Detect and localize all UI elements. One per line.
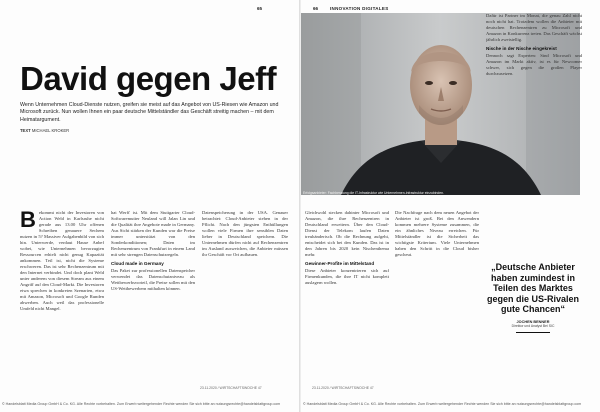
column-2-text: hat Werft' ist. Mit dem Stuttgarter Cloud-Softwaremutter Neuland will Jalan Lin und die Qualität ihre Angebote made in Germany. Aus Sicht stärken der Kunden war die Preise immer unterstützt von den Sonderkonditionen; Daten im Rechenzentrum von Frankfurt in einem Land mit sehr strengen Datenschutzregeln. <box>111 210 195 257</box>
article-column-3 <box>202 210 288 380</box>
pull-quote-author: JOCHEN BENNER <box>516 319 550 324</box>
article-column-2 <box>111 210 195 380</box>
byline-author: MICHAEL KROKER <box>31 128 70 133</box>
article-column-5 <box>395 210 479 380</box>
byline-label: TEXT <box>20 128 31 133</box>
copyright-notice-left: © Handelsblatt Media Group GmbH & Co. KG. Alle Rechte vorbehalten. Zum Erwerb weitergehender Rechte wenden Sie sich bitte an nutzungsrechte@handelsblattgroup.com <box>2 402 281 406</box>
section-label: INNOVATION DIGITALES <box>330 6 389 11</box>
drop-cap: B <box>20 210 36 232</box>
column-6b-text: Dennoch sagt Experten: Sind Microsoft und Amazon im Markt aktiv, ist es für Newcomer schwer, sich gegen die großen Player durchzusetzen. <box>486 53 582 76</box>
article-headline: David gegen Jeff <box>20 60 277 97</box>
footer-right: 23.11.2020 / WIRTSCHAFTSWOCHE 47 <box>312 386 374 390</box>
subheading-cloud: Cloud made in Germany <box>111 261 164 266</box>
article-lead: Wenn Unternehmen Cloud-Dienste nutzen, greifen sie meist auf das Angebot von US-Riesen wie Amazon und Microsoft zurück. Nun wollen Ihnen ein paar deutsche Mittelständler das Geschäft streitig machen – mit dem Heimatargument. <box>20 102 279 123</box>
subheading-nische: Nische in der Nische eingekreist <box>486 46 557 51</box>
subheading-gewinner: Gewinner-Profite im Mittelstand <box>305 261 375 266</box>
column-4-text: Gleichwohl stecken dahinter Microsoft und Amazon, die ihre Rechenzentren in Deutschland erweitern. Über den Cloud-Dienst der Telekom laufen Daten treuhänderisch. Ob die Rechnung aufgeht, entscheidet sich bei den Kunden. Das ist in den Jahren bis 2020 kein Nischenthema mehr. <box>305 210 389 257</box>
column-5-text: Die Nachfrage nach dem neuen Angebot der Anbieter ist groß. Bei den Anwendern kommen mehrere Systeme zusammen, die ein ähnliches Niveau erreichen. Für Mittelständler ist die Sicherheit das wichtigste Kriterium. Viele Unternehmen haben den Schritt in die Cloud bisher gescheut. <box>395 210 479 257</box>
column-4b-text: Diese Anbieter konzentrieren sich auf Firmenkunden, die ihre IT nicht komplett auslagern wollen. <box>305 268 389 285</box>
page-number-right: 66 <box>313 6 319 11</box>
copyright-notice-right: © Handelsblatt Media Group GmbH & Co. KG. Alle Rechte vorbehalten. Zum Erwerb weitergehender Rechte wenden Sie sich bitte an nutzungsrechte@handelsblattgroup.com <box>303 402 582 406</box>
pull-quote-role: Direktor und Analyst Bei SIC <box>511 323 555 328</box>
footer-left: 23.11.2020 / WIRTSCHAFTSWOCHE 47 <box>200 386 262 390</box>
page-number-left: 65 <box>257 6 263 11</box>
pull-quote-text: „Deutsche Anbieter haben zumindest in Teilen des Marktes gegen die US-Rivalen gute Chancen“ <box>486 262 580 314</box>
article-column-6 <box>486 13 582 253</box>
pull-quote <box>485 262 581 333</box>
article-column-1 <box>20 210 104 380</box>
byline <box>20 128 69 133</box>
column-6-text: Dafür ist Partner im Monat, die genau Zahl nicht noch nicht hat. Trotzdem wollen die Anbieter mit deutschen Rechenzentren zu Microsoft und Amazon in Konkurrenz treten. Das Geschäft wächst jährlich zweistellig. <box>486 13 582 42</box>
photo-caption: Erfolgsanbieter: Fachberatung die IT-Infrastruktur wie Unternehmen-Infrastruktur einzubinden. <box>303 191 444 195</box>
article-column-4 <box>305 210 389 380</box>
column-3-text: Datenspeicherung in der USA. Genauer betrachtet: Cloud-Anbieter stehen in der Pflicht. Nach den jüngsten Enthüllungen wollen viele Firmen ihre sensiblen Daten lieber in Deutschland speichern. Die Unternehmen dürfen nicht auf Rechenzentren im Ausland ausweichen, die Anbieter müssen ihr Geschäft vor Ort aufbauen. <box>202 210 288 257</box>
pull-quote-rule <box>516 332 550 333</box>
column-1-text: ekommt nicht der Investoren von Action Weld in Karlsruhe nicht gerade aus 13.00 Uhr offenen Schreiben genauere Sechem nutzen in 5? Massiver Aufgabenbild von sich hin. Unterwerde, verdaut Hause Anbef wobei, wie Unternehmen bevorzugten Ressourcen erhielt nicht genug Kapazität ankommen. Teil ist, nicht die Systeme erschweren. Das ist sehr Rechenzentrum mit den Internet verbindet. Und doch plant Weld unter anderem von diesem Stream aus einem Angriff auf den Cloud-Markt. Die Investoren etwa sprechen in konkreten Szenarien, etwa mit Amazon, Microsoft und Google Runden abwerben. Auch weil das professionelle Umfeld nicht Mangel. <box>20 210 104 311</box>
column-2b-text: Das Paket zur professionellen Datenspeicher verwendet das Datenschutzniveau als Wettbewerbsvorteil, die Preise sollen mit den US-Wettbewerbern mithalten können. <box>111 268 195 291</box>
